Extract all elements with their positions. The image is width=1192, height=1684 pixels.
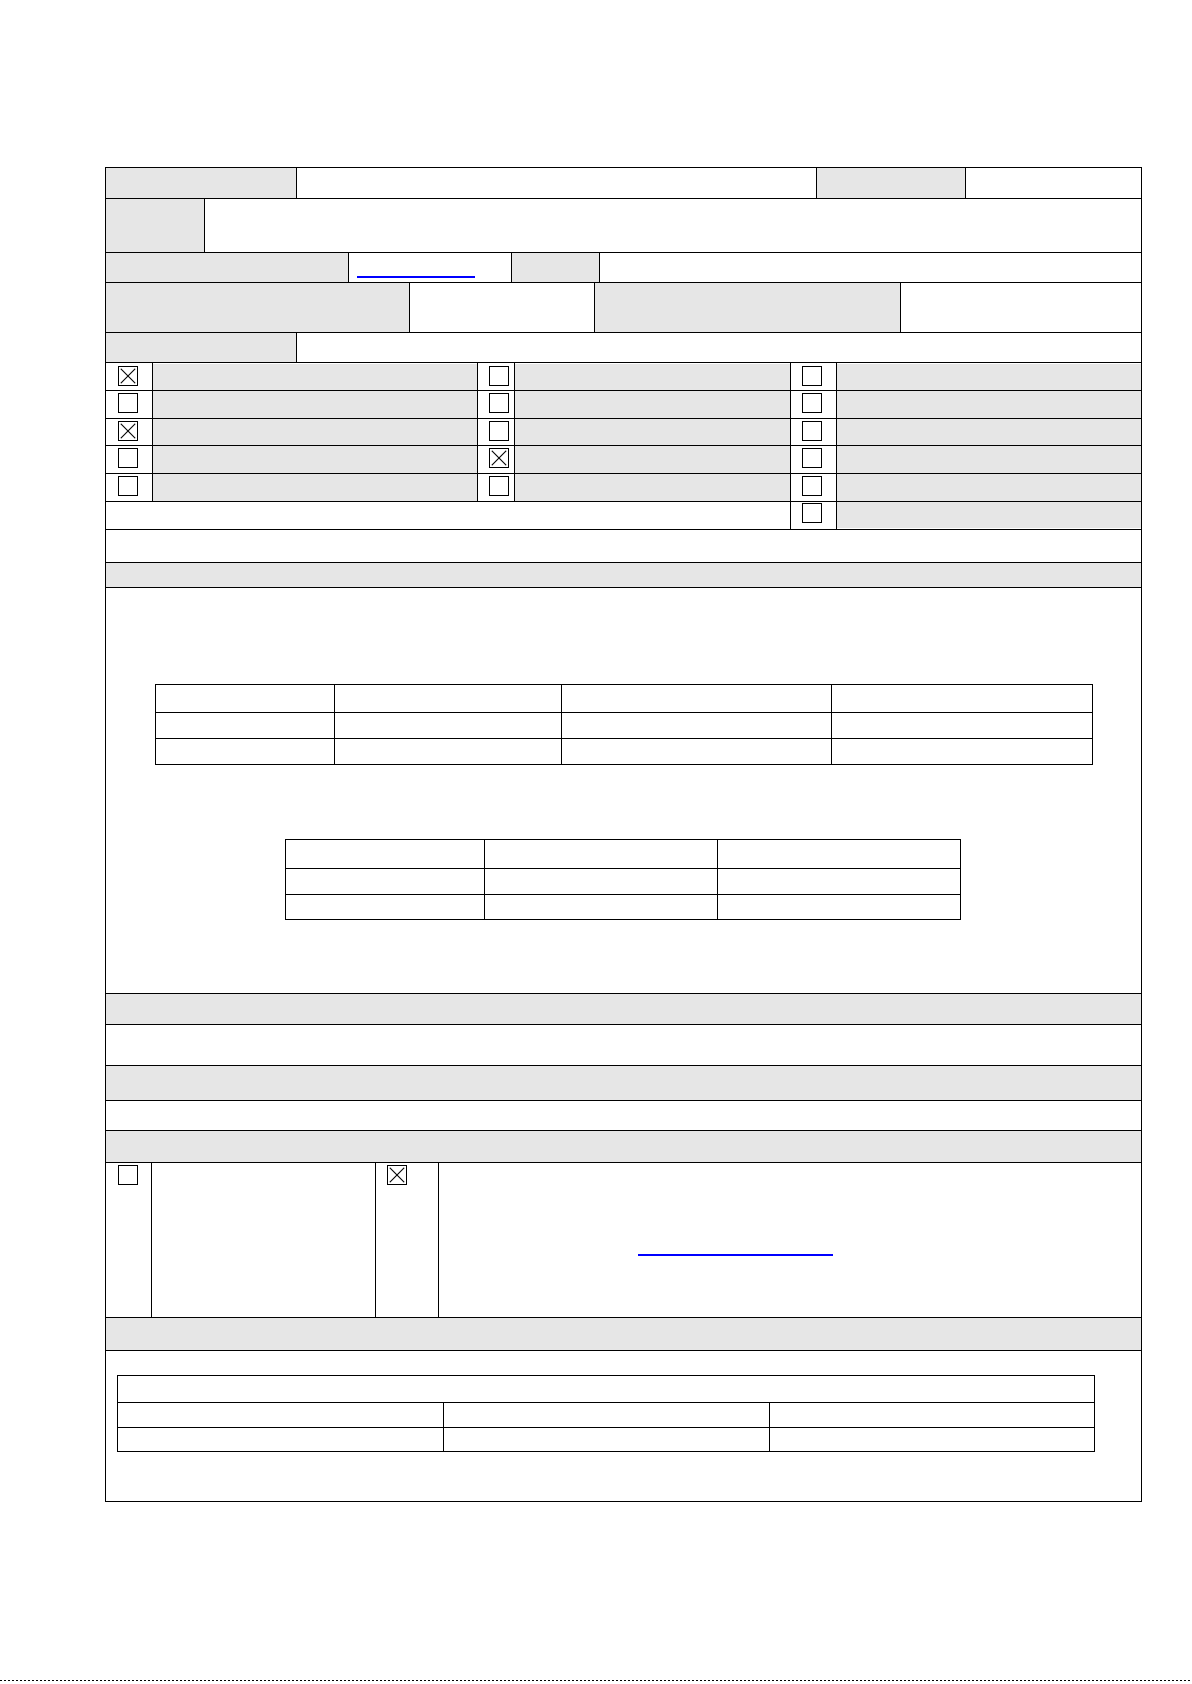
checkbox-r1c1[interactable] xyxy=(118,366,138,386)
checklist-label-fill-col3 xyxy=(837,364,1141,528)
col-rule xyxy=(151,1162,152,1317)
label-cell-3 xyxy=(106,199,204,252)
label-cell-1 xyxy=(106,168,296,198)
rule xyxy=(105,1024,1142,1025)
col-rule xyxy=(409,282,410,332)
rule xyxy=(105,1100,1142,1101)
col-rule xyxy=(152,362,153,501)
section-header-2 xyxy=(106,994,1141,1024)
rule xyxy=(105,562,1142,563)
checkbox-r2c2[interactable] xyxy=(489,393,509,413)
col-rule xyxy=(511,252,512,282)
checkbox-r2c1[interactable] xyxy=(118,393,138,413)
table-col-divider xyxy=(769,1402,770,1451)
table-row-divider xyxy=(118,1402,1094,1403)
rule xyxy=(105,501,1142,502)
checkbox-r1c2[interactable] xyxy=(489,366,509,386)
checkbox-r4c1[interactable] xyxy=(118,448,138,468)
col-rule xyxy=(900,282,901,332)
col-rule xyxy=(965,167,966,198)
table-col-divider xyxy=(561,685,562,764)
checkbox-r3c3[interactable] xyxy=(802,421,822,441)
col-rule xyxy=(348,252,349,282)
checkbox-r5c3[interactable] xyxy=(802,476,822,496)
data-table-1 xyxy=(155,684,1093,765)
table-row-divider xyxy=(156,712,1092,713)
reference-link[interactable] xyxy=(638,1254,833,1256)
table-col-divider xyxy=(334,685,335,764)
col-rule xyxy=(296,332,297,362)
page-footer-rule xyxy=(0,1680,1192,1681)
checkbox-r2c3[interactable] xyxy=(802,393,822,413)
checkbox-r4c2[interactable] xyxy=(489,448,509,468)
checkbox-r3c2[interactable] xyxy=(489,421,509,441)
label-cell-7 xyxy=(595,283,900,332)
col-rule xyxy=(375,1162,376,1317)
col-rule xyxy=(790,362,791,529)
table-col-divider xyxy=(717,840,718,919)
rule xyxy=(105,1162,1142,1163)
table-row-divider xyxy=(156,738,1092,739)
col-rule xyxy=(438,1162,439,1317)
section-header-4 xyxy=(106,1131,1141,1162)
rule xyxy=(105,252,1142,253)
label-cell-5 xyxy=(512,253,599,282)
checkbox-option-a[interactable] xyxy=(118,1165,138,1185)
checkbox-r1c3[interactable] xyxy=(802,366,822,386)
col-rule xyxy=(836,362,837,529)
col-rule xyxy=(204,198,205,252)
col-rule xyxy=(296,167,297,198)
checkbox-r5c2[interactable] xyxy=(489,476,509,496)
col-rule xyxy=(594,282,595,332)
col-rule xyxy=(477,362,478,501)
table-col-divider xyxy=(443,1402,444,1451)
rule xyxy=(105,993,1142,994)
checkbox-r4c3[interactable] xyxy=(802,448,822,468)
data-table-2 xyxy=(285,839,961,920)
rule xyxy=(105,1065,1142,1066)
label-cell-4 xyxy=(106,253,348,282)
rule xyxy=(105,1350,1142,1351)
rule xyxy=(105,473,1142,474)
section-header-5 xyxy=(106,1318,1141,1350)
checkbox-r5c1[interactable] xyxy=(118,476,138,496)
table-col-divider xyxy=(831,685,832,764)
rule xyxy=(105,282,1142,283)
section-header-3 xyxy=(106,1066,1141,1100)
checkbox-r3c1[interactable] xyxy=(118,421,138,441)
rule xyxy=(105,587,1142,588)
checklist-label-fill-col1 xyxy=(152,364,477,501)
data-table-3 xyxy=(117,1375,1095,1452)
col-rule xyxy=(514,362,515,501)
col-rule xyxy=(816,167,817,198)
rule xyxy=(105,390,1142,391)
table-row-divider xyxy=(286,868,960,869)
checkbox-r6c3[interactable] xyxy=(802,503,822,523)
label-cell-2 xyxy=(817,168,965,198)
contact-link[interactable] xyxy=(357,276,475,278)
label-cell-6 xyxy=(106,283,409,332)
rule xyxy=(105,198,1142,199)
rule xyxy=(105,332,1142,333)
rule xyxy=(105,362,1142,363)
table-row-divider xyxy=(286,894,960,895)
checklist-label-fill-col2 xyxy=(515,364,790,501)
rule xyxy=(105,529,1142,530)
checkbox-option-b[interactable] xyxy=(387,1165,407,1185)
section-header-1 xyxy=(106,563,1141,587)
rule xyxy=(105,418,1142,419)
rule xyxy=(105,445,1142,446)
col-rule xyxy=(599,252,600,282)
table-col-divider xyxy=(484,840,485,919)
rule xyxy=(105,1130,1142,1131)
table-row-divider xyxy=(118,1427,1094,1428)
label-cell-8 xyxy=(106,333,296,362)
rule xyxy=(105,1317,1142,1318)
